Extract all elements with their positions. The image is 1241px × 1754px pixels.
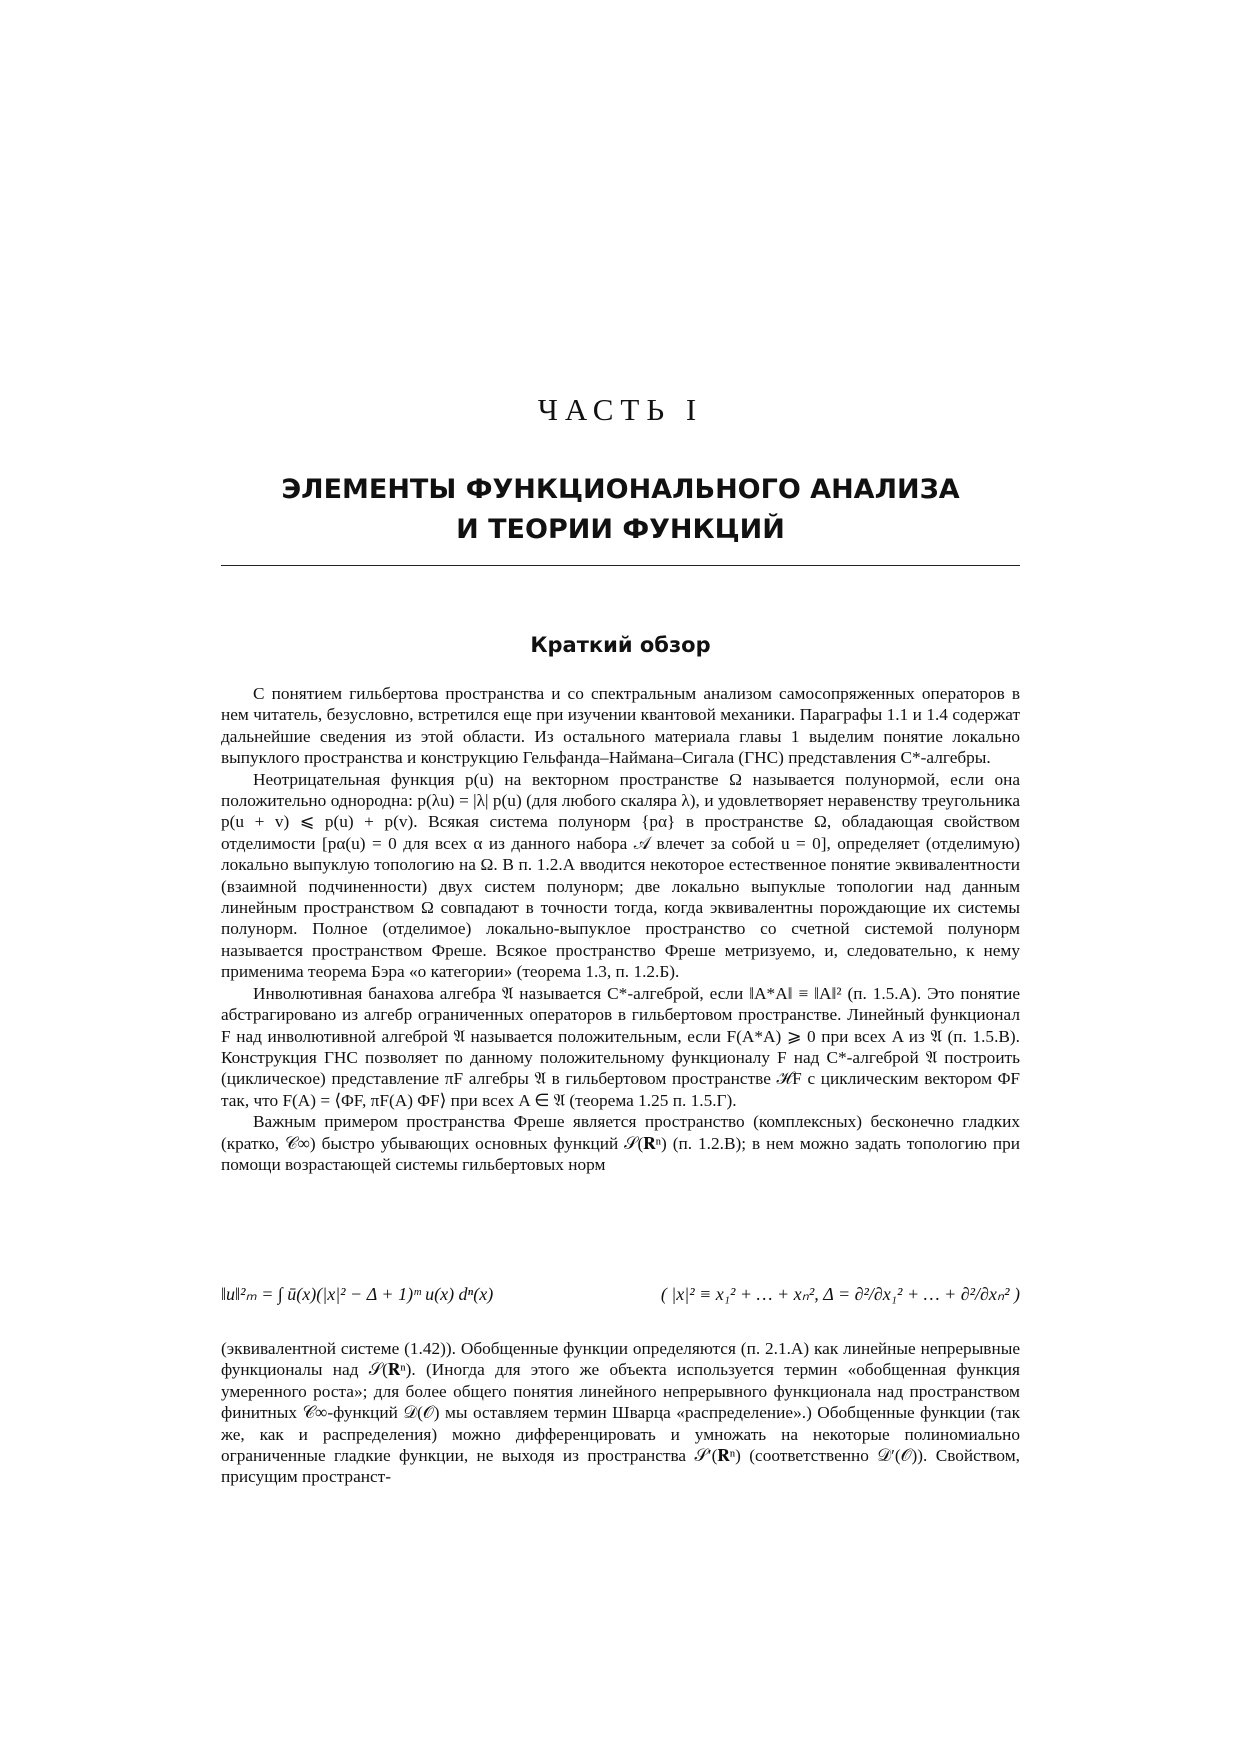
part-title-line-2: И ТЕОРИИ ФУНКЦИЙ bbox=[456, 514, 785, 545]
body-text-continued bbox=[221, 1338, 1020, 1488]
section-heading: Краткий обзор bbox=[530, 633, 711, 657]
title-rule bbox=[221, 565, 1020, 566]
part-title bbox=[0, 470, 1241, 550]
paragraph-5: (эквивалентной системе (1.42)). Обобщенные функции определяются (п. 2.1.А) как линейные непрерывные функционалы над 𝒮(𝐑ⁿ). (Иногда для этого же объекта используется термин «обобщенная функция умеренного роста»; для более общего понятия линейного непрерывного функционала над пространством финитных 𝒞∞-функций 𝒟(𝒪) мы оставляем термин Шварца «распределение».) Обобщенные функции (так же, как и распределения) можно дифференцировать и умножать на некоторые полиномиально ограниченные гладкие функции, не выходя из пространства 𝒮′(𝐑ⁿ) (соответственно 𝒟′(𝒪)). Свойством, присущим пространст- bbox=[221, 1339, 1020, 1487]
body-text bbox=[221, 683, 1020, 1175]
paragraph-4: Важным примером пространства Фреше является пространство (комплексных) бесконечно гладких (кратко, 𝒞∞) быстро убывающих основных функций 𝒮(𝐑ⁿ) (п. 1.2.В); в нем можно задать топологию при помощи возрастающей системы гильбертовых норм bbox=[221, 1112, 1020, 1174]
paragraph-1: С понятием гильбертова пространства и со спектральным анализом самосопряженных операторов в нем читатель, безусловно, встретился еще при изучении квантовой механики. Параграфы 1.1 и 1.4 содержат дальнейшие сведения из этой области. Из остального материала главы 1 выделим понятие локально выпуклого пространства и конструкцию Гельфанда–Наймана–Сигала (ГНС) представления C*-алгебры. bbox=[221, 684, 1020, 768]
formula-definitions: ( |x|² ≡ x₁² + … + xₙ², Δ = ∂²/∂x₁² + … + ∂²/∂xₙ² ) bbox=[660, 1283, 1020, 1304]
paragraph-3: Инволютивная банахова алгебра 𝔄 называется C*-алгеброй, если ‖A*A‖ ≡ ‖A‖² (п. 1.5.А). Это понятие абстрагировано из алгебр ограниченных операторов в гильбертовом пространстве. Линейный функционал F над инволютивной алгеброй 𝔄 называется положительным, если F(A*A) ⩾ 0 при всех A из 𝔄 (п. 1.5.В). Конструкция ГНС позволяет по данному положительному функционалу F над C*-алгеброй 𝔄 построить (циклическое) представление πF алгебры 𝔄 в гильбертовом пространстве ℋF с циклическим вектором ΦF так, что F(A) = ⟨ΦF, πF(A) ΦF⟩ при всех A ∈ 𝔄 (теорема 1.25 п. 1.5.Г). bbox=[221, 983, 1020, 1110]
formula-norm: ‖u‖²ₘ = ∫ ū(x)(|x|² − Δ + 1)ᵐ u(x) dⁿ(x) bbox=[221, 1283, 494, 1304]
part-title-line-1: ЭЛЕМЕНТЫ ФУНКЦИОНАЛЬНОГО АНАЛИЗА bbox=[281, 474, 960, 505]
display-formula bbox=[221, 1262, 1020, 1326]
part-label: ЧАСТЬ I bbox=[537, 392, 704, 427]
paragraph-2: Неотрицательная функция p(u) на векторном пространстве Ω называется полунормой, если она положительно однородна: p(λu) = |λ| p(u) (для любого скаляра λ), и удовлетворяет неравенству треугольника p(u + v) ⩽ p(u) + p(v). Всякая система полунорм {pα} в пространстве Ω, обладающая свойством отделимости [pα(u) = 0 для всех α из данного набора 𝒜 влечет за собой u = 0], определяет (отделимую) локально выпуклую топологию на Ω. В п. 1.2.А вводится некоторое естественное понятие эквивалентности (взаимной подчиненности) двух систем полунорм; две локально выпуклые топологии над данным линейным пространством Ω совпадают в точности тогда, когда эквивалентны порождающие их системы полунорм. Полное (отделимое) локально-выпуклое пространство со счетной системой полунорм называется пространством Фреше. Всякое пространство Фреше метризуемо, и, следовательно, к нему применима теорема Бэра «о категории» (теорема 1.3, п. 1.2.Б). bbox=[221, 769, 1020, 982]
